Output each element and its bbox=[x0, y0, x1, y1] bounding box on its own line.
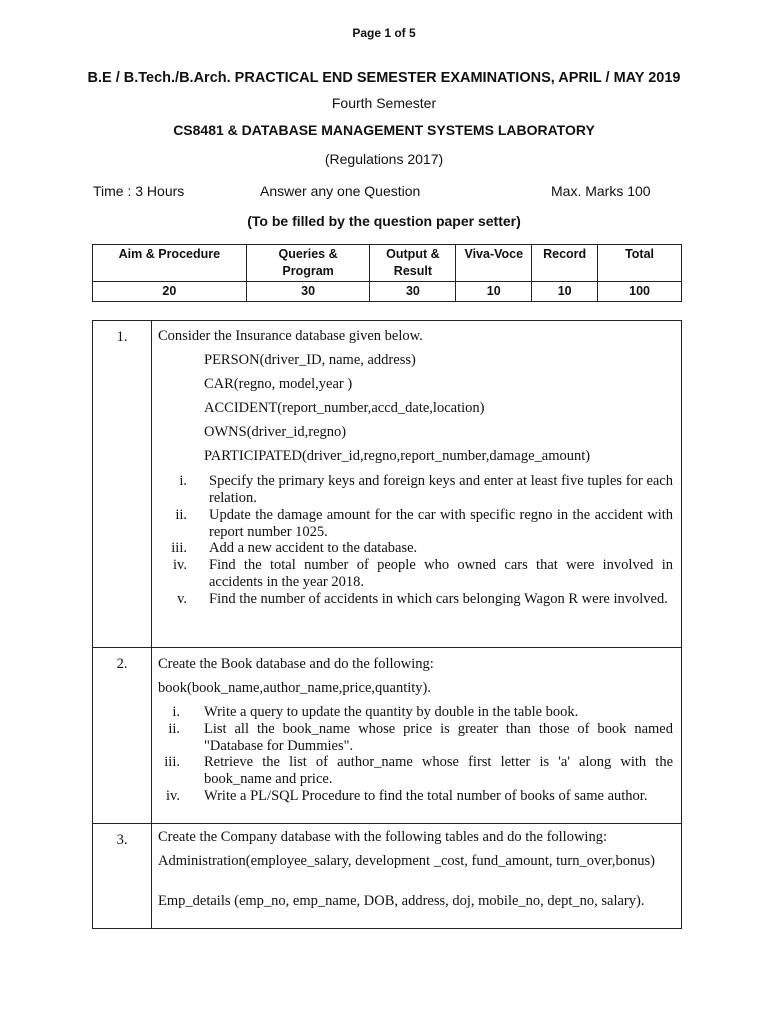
marks-value-viva: 10 bbox=[456, 282, 532, 302]
schema-line: ACCIDENT(report_number,accd_date,location) bbox=[204, 400, 485, 416]
regulations: (Regulations 2017) bbox=[324, 151, 444, 167]
item-text: Update the damage amount for the car with specific regno in the accident with report number 1025. bbox=[209, 507, 673, 540]
item-text: Specify the primary keys and foreign keys and enter at least five tuples for each relation. bbox=[209, 473, 673, 506]
exam-duration: Time : 3 Hours bbox=[93, 183, 185, 199]
max-marks: Max. Marks 100 bbox=[551, 183, 651, 199]
marks-table bbox=[92, 244, 682, 302]
marks-header-queries: Queries & Program bbox=[246, 245, 370, 282]
question-intro: Consider the Insurance database given below. bbox=[158, 328, 423, 344]
marks-header-total: Total bbox=[598, 245, 682, 282]
exam-title: B.E / B.Tech./B.Arch. PRACTICAL END SEMESTER EXAMINATIONS, APRIL / MAY 2019 bbox=[87, 70, 681, 86]
question-number: 3. bbox=[116, 832, 128, 848]
setter-note: (To be filled by the question paper setter) bbox=[247, 213, 521, 229]
item-numeral: ii. bbox=[175, 507, 187, 523]
semester: Fourth Semester bbox=[331, 95, 437, 111]
table-definition: Emp_details (emp_no, emp_name, DOB, address, doj, mobile_no, dept_no, salary). bbox=[158, 893, 645, 909]
schema-line: book(book_name,author_name,price,quantity). bbox=[158, 680, 432, 696]
marks-value-queries: 30 bbox=[246, 282, 370, 302]
course-title: CS8481 & DATABASE MANAGEMENT SYSTEMS LABORATORY bbox=[173, 122, 595, 138]
question-2 bbox=[92, 647, 682, 824]
table-definition: Administration(employee_salary, development _cost, fund_amount, turn_over,bonus) bbox=[158, 853, 656, 869]
marks-value-record: 10 bbox=[532, 282, 598, 302]
schema-line: OWNS(driver_id,regno) bbox=[204, 424, 347, 440]
question-3-number-cell bbox=[93, 824, 152, 928]
question-1-number-cell bbox=[93, 321, 152, 647]
marks-value-aim: 20 bbox=[93, 282, 247, 302]
marks-header-viva: Viva-Voce bbox=[456, 245, 532, 282]
schema-line: CAR(regno, model,year ) bbox=[204, 376, 353, 392]
item-text: Find the number of accidents in which cars belonging Wagon R were involved. bbox=[209, 591, 668, 607]
item-numeral: v. bbox=[177, 591, 187, 607]
item-text: Find the total number of people who owned cars that were involved in accidents in the year 2018. bbox=[209, 557, 673, 590]
marks-header-record: Record bbox=[532, 245, 598, 282]
marks-header-row bbox=[93, 245, 682, 282]
question-2-body bbox=[152, 648, 681, 823]
item-text: Write a PL/SQL Procedure to find the total number of books of same author. bbox=[204, 788, 648, 804]
question-3-body bbox=[152, 824, 681, 928]
marks-value-total: 100 bbox=[598, 282, 682, 302]
item-numeral: ii. bbox=[168, 721, 180, 737]
exam-instruction: Answer any one Question bbox=[260, 183, 421, 199]
item-numeral: iv. bbox=[173, 557, 187, 573]
marks-header-aim: Aim & Procedure bbox=[93, 245, 247, 282]
marks-header-output: Output & Result bbox=[370, 245, 456, 282]
item-text: Retrieve the list of author_name whose first letter is 'a' along with the book_name and price. bbox=[204, 754, 673, 787]
item-numeral: iv. bbox=[166, 788, 180, 804]
question-1 bbox=[92, 320, 682, 648]
question-number: 1. bbox=[116, 329, 128, 345]
marks-value-output: 30 bbox=[370, 282, 456, 302]
item-numeral: iii. bbox=[164, 754, 180, 770]
item-text: Add a new accident to the database. bbox=[209, 540, 418, 556]
item-numeral: i. bbox=[172, 704, 180, 720]
question-intro: Create the Company database with the following tables and do the following: bbox=[158, 829, 607, 845]
question-1-body bbox=[152, 321, 681, 647]
question-3 bbox=[92, 823, 682, 929]
page-number: Page 1 of 5 bbox=[352, 26, 416, 40]
question-intro: Create the Book database and do the following: bbox=[158, 656, 434, 672]
item-text: Write a query to update the quantity by double in the table book. bbox=[204, 704, 579, 720]
item-numeral: iii. bbox=[171, 540, 187, 556]
item-text: List all the book_name whose price is greater than those of book named "Database for Dummies". bbox=[204, 721, 673, 754]
schema-line: PARTICIPATED(driver_id,regno,report_number,damage_amount) bbox=[204, 448, 591, 464]
marks-value-row bbox=[93, 282, 682, 302]
item-numeral: i. bbox=[179, 473, 187, 489]
schema-line: PERSON(driver_ID, name, address) bbox=[204, 352, 416, 368]
question-number: 2. bbox=[116, 656, 128, 672]
